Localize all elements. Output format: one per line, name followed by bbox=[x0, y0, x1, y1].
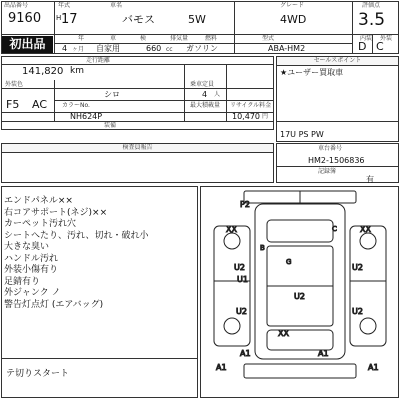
damage-code: U2 bbox=[294, 292, 305, 301]
records-value: 有 bbox=[366, 175, 374, 184]
sub-label-year: 年 bbox=[78, 35, 85, 42]
mileage-unit: km bbox=[70, 66, 84, 76]
damage-code: A1 bbox=[216, 363, 227, 372]
windshield-outline bbox=[267, 220, 333, 242]
equipment-label: 装備 bbox=[104, 122, 117, 129]
records-label: 記録簿 bbox=[318, 168, 337, 175]
year-label: 年式 bbox=[58, 2, 71, 9]
auction-start-note: テ切りスタート bbox=[6, 369, 70, 379]
note-line: 足錆有り bbox=[4, 276, 41, 287]
model-year: 17 bbox=[61, 12, 78, 27]
rear-window-outline bbox=[267, 330, 333, 350]
wheel-front-right bbox=[360, 233, 376, 249]
transmission: F5 bbox=[6, 98, 20, 111]
score-label: 評価点 bbox=[362, 2, 381, 9]
sales-points-label: セールスポイント bbox=[277, 57, 398, 66]
seats-unit: 人 bbox=[214, 91, 221, 98]
damage-code: A1 bbox=[240, 349, 251, 358]
damage-code: A1 bbox=[318, 349, 329, 358]
air-conditioning: AC bbox=[32, 98, 48, 111]
lot-number: 9160 bbox=[8, 11, 42, 26]
lot-label: 出品番号 bbox=[4, 2, 29, 9]
frame-number-label: 車台番号 bbox=[318, 145, 343, 152]
vehicle-diagram bbox=[200, 186, 399, 398]
color-code: NH624P bbox=[70, 112, 103, 121]
frame-number: HM2-1506836 bbox=[308, 156, 365, 165]
damage-code: U2 bbox=[352, 307, 363, 316]
color-label: 外装色 bbox=[5, 81, 24, 88]
rear-bumper-outline bbox=[244, 364, 356, 378]
displacement-unit: cc bbox=[166, 46, 173, 53]
model-name: バモス bbox=[122, 13, 155, 26]
drive-type: 4WD bbox=[280, 13, 307, 26]
usage: 自家用 bbox=[96, 44, 120, 53]
damage-code: U2 bbox=[352, 263, 363, 272]
grade-label: グレード bbox=[280, 2, 305, 9]
exterior-color: シロ bbox=[104, 90, 120, 99]
model-label: 車名 bbox=[110, 2, 123, 9]
first-listing-badge: 初出品 bbox=[2, 36, 53, 53]
month: 4 bbox=[62, 44, 68, 53]
displacement: 660 bbox=[146, 44, 162, 53]
damage-code: A1 bbox=[368, 363, 379, 372]
notes-list bbox=[4, 196, 196, 311]
recycle-label: リサイクル料金 bbox=[230, 102, 272, 109]
note-line: ハンドル汚れ bbox=[4, 253, 59, 264]
damage-code: XX bbox=[360, 225, 371, 234]
wheel-rear-left bbox=[224, 318, 240, 334]
damage-code: XX bbox=[226, 225, 237, 234]
sub-label-car: 車 bbox=[110, 35, 117, 42]
color-code-label: カラーNo. bbox=[62, 102, 90, 109]
wheel-front-left bbox=[224, 233, 240, 249]
recycle-unit: 円 bbox=[262, 113, 269, 120]
seats-label: 乗車定員 bbox=[190, 81, 215, 88]
grade: 5W bbox=[188, 13, 206, 26]
sub-label-fuel: 燃料 bbox=[205, 35, 218, 42]
fuel: ガソリン bbox=[186, 44, 218, 53]
damage-code: B bbox=[260, 244, 265, 252]
seating-capacity: 4 bbox=[202, 90, 208, 99]
note-line: 外装小傷有り bbox=[4, 265, 59, 275]
recycle-fee: 10,470 bbox=[232, 112, 260, 121]
right-side-outline bbox=[350, 226, 386, 346]
note-line: シートへたり、汚れ、切れ・破れ小 bbox=[4, 230, 149, 241]
damage-code: G bbox=[286, 258, 292, 266]
sales-point-item: ★ユーザー買取車 bbox=[280, 68, 344, 77]
interior-grade: D bbox=[358, 40, 367, 53]
sub-label-displacement: 排気量 bbox=[170, 35, 189, 42]
chassis-code: ABA-HM2 bbox=[268, 44, 306, 53]
year-prefix: H bbox=[56, 14, 62, 22]
mileage-value: 141,820 bbox=[22, 66, 64, 77]
sub-label-exterior: 外装 bbox=[380, 35, 393, 42]
capacity-label: 最大積載量 bbox=[190, 102, 221, 109]
note-line: 警告灯点灯 (エアバッグ) bbox=[4, 299, 104, 310]
note-line: エンドパネル×× bbox=[4, 196, 73, 206]
inspector-report-label: 検査員報告 bbox=[2, 144, 273, 153]
damage-code: P2 bbox=[240, 200, 250, 209]
note-line: 右コアサポート(ネジ)×× bbox=[4, 207, 108, 218]
sub-label-interior: 内装 bbox=[360, 35, 373, 42]
sub-label-inspection: 検 bbox=[140, 35, 147, 42]
wheel-rear-right bbox=[360, 318, 376, 334]
damage-code: U2 bbox=[234, 263, 245, 272]
note-line: 外ジャンク ノ bbox=[4, 288, 61, 298]
damage-code: C bbox=[332, 225, 337, 233]
month-suffix: ヶ月 bbox=[72, 46, 85, 53]
exterior-grade: C bbox=[376, 40, 384, 53]
damage-code: U2 bbox=[236, 307, 247, 316]
note-line: 大きな臭い bbox=[4, 242, 50, 252]
equipment-list: 17U PS PW bbox=[280, 130, 324, 139]
damage-code: XX bbox=[278, 329, 289, 338]
left-side-outline bbox=[214, 226, 250, 346]
auction-score: 3.5 bbox=[358, 10, 386, 30]
damage-code: U1 bbox=[237, 275, 248, 284]
mileage-label: 走行距離 bbox=[86, 57, 111, 64]
sub-label-chassis: 型式 bbox=[262, 35, 275, 42]
note-line: カーペット汚れ穴 bbox=[4, 219, 77, 229]
